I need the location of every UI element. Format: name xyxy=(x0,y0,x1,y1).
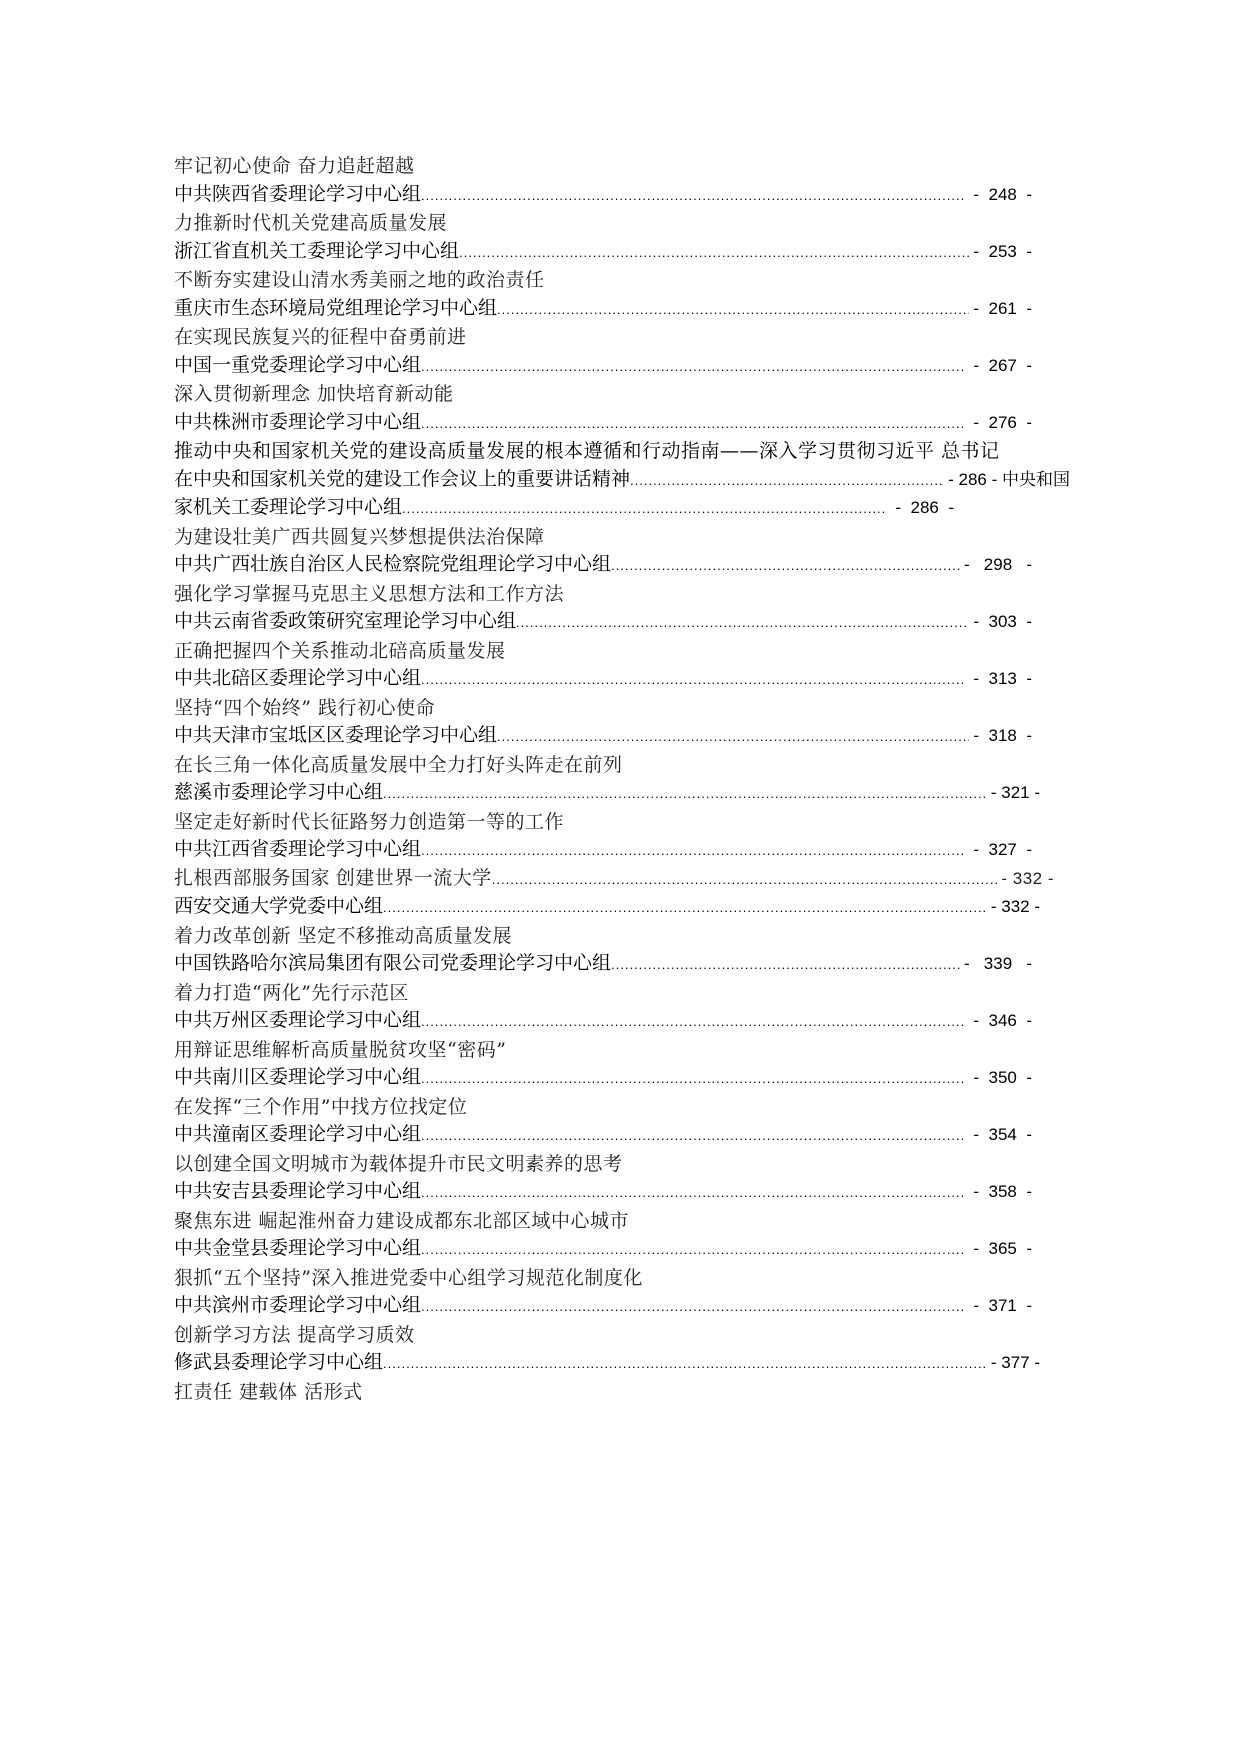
toc-org: 中共南川区委理论学习中心组 xyxy=(174,1067,422,1088)
toc-entry[interactable] xyxy=(174,551,1032,580)
toc-org: 重庆市生态环境局党组理论学习中心组 xyxy=(174,297,498,319)
toc-org: 中共天津市宝坻区区委理论学习中心组 xyxy=(174,725,498,746)
toc-page-number: - 339 - xyxy=(963,954,1032,973)
toc-org: 中共金堂县委理论学习中心组 xyxy=(174,1238,422,1259)
toc-org: 中共北碚区委理论学习中心组 xyxy=(174,668,422,689)
toc-entry[interactable] xyxy=(174,865,1054,894)
toc-page-number: - 248 - xyxy=(968,184,1032,204)
toc-entry[interactable] xyxy=(174,1235,1032,1264)
toc-entry[interactable] xyxy=(174,893,1040,922)
toc-page-number: - 377 - xyxy=(990,1353,1040,1372)
toc-title: 为建设壮美广西共圆复兴梦想提供法治保障 xyxy=(174,525,545,548)
toc-page-number: - 303 - xyxy=(973,612,1032,631)
toc-page-number-inline: - 286 - 中央和国 xyxy=(948,469,1070,489)
toc-org: 慈溪市委理论学习中心组 xyxy=(174,782,384,803)
toc-page-number: - 327 - xyxy=(968,840,1032,859)
toc-org: 中共陕西省委理论学习中心组 xyxy=(174,183,422,205)
toc-title: 坚持“四个始终” 践行初心使命 xyxy=(174,696,435,719)
dot-leader xyxy=(421,182,965,210)
toc-entry[interactable] xyxy=(174,836,1032,865)
table-of-contents xyxy=(174,152,1094,1406)
toc-page-number: - 253 - xyxy=(973,241,1032,261)
dot-leader xyxy=(421,837,965,865)
toc-page-number: - 276 - xyxy=(968,412,1032,432)
toc-org: 中共株洲市委理论学习中心组 xyxy=(174,411,422,433)
dot-leader xyxy=(611,552,960,580)
toc-title: 在实现民族复兴的征程中奋勇前进 xyxy=(174,326,467,348)
toc-entry[interactable] xyxy=(174,1292,1032,1321)
dot-leader xyxy=(611,951,960,979)
dot-leader xyxy=(421,1065,965,1093)
toc-entry[interactable] xyxy=(174,181,1032,210)
toc-entry[interactable] xyxy=(174,779,1040,808)
toc-title: 强化学习掌握马克思主义思想方法和工作方法 xyxy=(174,582,565,605)
toc-title: 力推新时代机关党建高质量发展 xyxy=(174,212,448,234)
toc-title: 坚定走好新时代长征路努力创造第一等的工作 xyxy=(174,810,565,833)
dot-leader xyxy=(383,780,987,808)
toc-org: 中共滨州市委理论学习中心组 xyxy=(174,1295,422,1316)
toc-org: 中国铁路哈尔滨局集团有限公司党委理论学习中心组 xyxy=(174,953,612,974)
toc-entry[interactable] xyxy=(174,1349,1040,1378)
toc-entry[interactable] xyxy=(174,238,1032,267)
dot-leader xyxy=(421,666,965,694)
toc-org: 西安交通大学党委中心组 xyxy=(174,896,384,917)
toc-entry[interactable] xyxy=(174,1178,1032,1207)
dot-leader xyxy=(402,495,887,523)
toc-title: 正确把握四个关系推动北碚高质量发展 xyxy=(174,639,506,662)
toc-entry[interactable] xyxy=(174,466,1070,495)
toc-page-number: - 332 - xyxy=(990,897,1040,916)
toc-page-number: - 350 - xyxy=(968,1068,1032,1087)
dot-leader xyxy=(497,723,969,751)
toc-page-number: - 267 - xyxy=(968,355,1032,375)
toc-org: 中共广西壮族自治区人民检察院党组理论学习中心组 xyxy=(174,554,612,575)
dot-leader xyxy=(421,1293,965,1321)
toc-page-number: - 332 - xyxy=(1001,868,1054,888)
dot-leader xyxy=(421,353,965,381)
dot-leader xyxy=(383,1350,987,1378)
toc-entry[interactable] xyxy=(174,409,1032,438)
toc-title: 在长三角一体化高质量发展中全力打好头阵走在前列 xyxy=(174,753,623,776)
toc-title: 创新学习方法 提高学习质效 xyxy=(174,1323,415,1346)
toc-org: 浙江省直机关工委理论学习中心组 xyxy=(174,240,460,262)
toc-title: 扛责任 建载体 活形式 xyxy=(174,1380,363,1403)
toc-title: 狠抓“五个坚持”深入推进党委中心组学习规范化制度化 xyxy=(174,1266,643,1289)
toc-title-long-line1: 推动中央和国家机关党的建设高质量发展的根本遵循和行动指南——深入学习贯彻习近平 总书记 xyxy=(174,440,1000,462)
toc-title: 聚焦东进 崛起淮州奋力建设成都东北部区域中心城市 xyxy=(174,1209,630,1232)
toc-page-number: - 286 - xyxy=(890,498,954,517)
toc-entry[interactable] xyxy=(174,608,1032,637)
toc-title: 在发挥“三个作用”中找方位找定位 xyxy=(174,1095,468,1118)
dot-leader xyxy=(383,894,987,922)
toc-entry[interactable] xyxy=(174,950,1032,979)
dot-leader xyxy=(421,1179,965,1207)
toc-entry[interactable] xyxy=(174,295,1032,324)
toc-title: 不断夯实建设山清水秀美丽之地的政治责任 xyxy=(174,269,545,291)
dot-leader xyxy=(421,1008,965,1036)
toc-org: 中共安吉县委理论学习中心组 xyxy=(174,1181,422,1202)
toc-entry[interactable] xyxy=(174,722,1032,751)
toc-page-number: - 358 - xyxy=(968,1182,1032,1201)
toc-entry[interactable] xyxy=(174,665,1032,694)
toc-org: 中共云南省委政策研究室理论学习中心组 xyxy=(174,611,517,632)
toc-title: 扎根西部服务国家 创建世界一流大学 xyxy=(174,867,492,889)
toc-page-number: - 298 - xyxy=(963,555,1032,574)
toc-title-long-line2: 在中央和国家机关党的建设工作会议上的重要讲话精神 xyxy=(174,468,631,490)
toc-title: 着力改革创新 坚定不移推动高质量发展 xyxy=(174,924,513,947)
toc-org: 中国一重党委理论学习中心组 xyxy=(174,354,422,376)
toc-org: 中共潼南区委理论学习中心组 xyxy=(174,1124,422,1145)
toc-org: 修武县委理论学习中心组 xyxy=(174,1352,384,1373)
toc-page-number: - 371 - xyxy=(968,1296,1032,1315)
toc-page-number: - 313 - xyxy=(968,669,1032,688)
toc-entry[interactable] xyxy=(174,1121,1032,1150)
dot-leader xyxy=(497,296,969,324)
toc-title: 以创建全国文明城市为载体提升市民文明素养的思考 xyxy=(174,1152,623,1175)
toc-page-number: - 321 - xyxy=(990,783,1040,802)
toc-page-number: - 354 - xyxy=(968,1125,1032,1144)
dot-leader xyxy=(630,467,944,495)
toc-page-number: - 365 - xyxy=(968,1239,1032,1258)
toc-entry[interactable] xyxy=(174,494,954,523)
toc-title: 着力打造“两化”先行示范区 xyxy=(174,981,409,1004)
dot-leader xyxy=(421,1236,965,1264)
toc-entry[interactable] xyxy=(174,1007,1032,1036)
toc-title: 用辩证思维解析高质量脱贫攻坚“密码” xyxy=(174,1038,507,1061)
dot-leader xyxy=(492,866,998,894)
toc-org: 家机关工委理论学习中心组 xyxy=(174,497,403,518)
dot-leader xyxy=(516,609,969,637)
dot-leader xyxy=(421,410,965,438)
toc-title-long xyxy=(174,437,1094,466)
toc-page-number: - 318 - xyxy=(973,726,1032,745)
dot-leader xyxy=(459,239,969,267)
toc-entry[interactable] xyxy=(174,1064,1032,1093)
toc-title: 牢记初心使命 奋力追赶超越 xyxy=(174,155,415,177)
dot-leader xyxy=(421,1122,965,1150)
toc-org: 中共万州区委理论学习中心组 xyxy=(174,1010,422,1031)
toc-title: 深入贯彻新理念 加快培育新动能 xyxy=(174,383,454,405)
toc-page-number: - 346 - xyxy=(968,1011,1032,1030)
toc-page-number: - 261 - xyxy=(973,298,1032,318)
toc-entry[interactable] xyxy=(174,352,1032,381)
toc-org: 中共江西省委理论学习中心组 xyxy=(174,839,422,860)
